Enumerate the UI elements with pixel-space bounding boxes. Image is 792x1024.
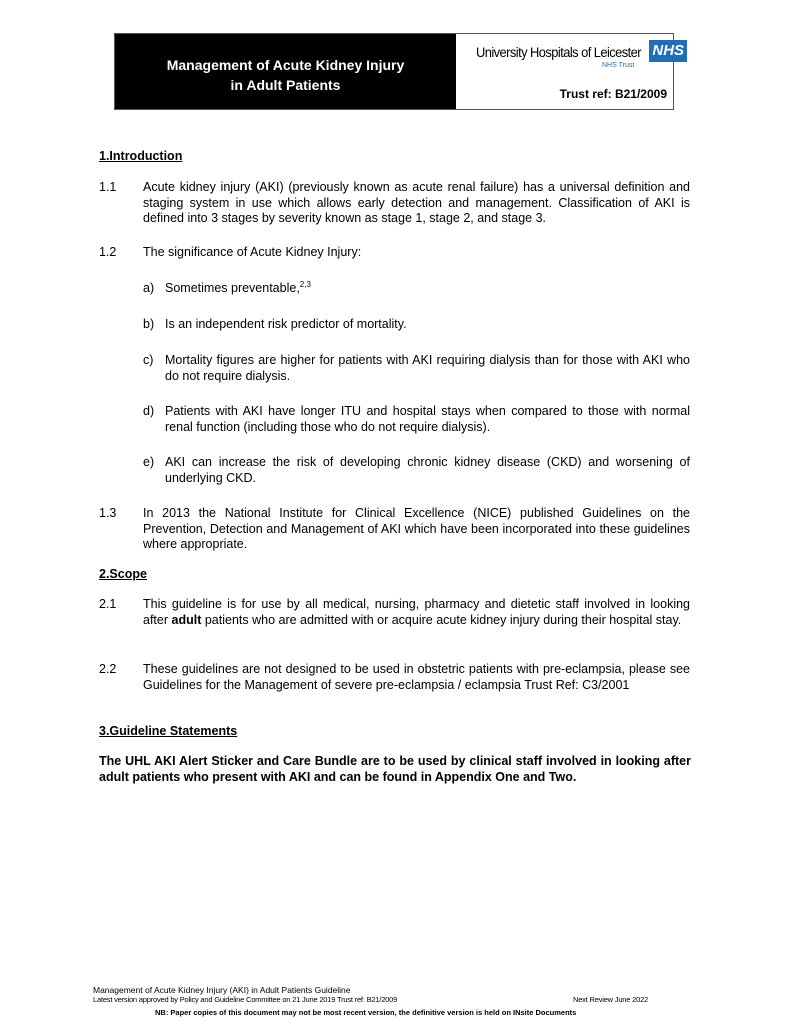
list-text: Mortality figures are higher for patients with AKI requiring dialysis than for those with AKI who do not require dialysis. (165, 353, 690, 383)
org-name: University Hospitals of Leicester (476, 44, 642, 60)
paragraph-2-2 (99, 662, 691, 710)
document-title (115, 34, 456, 109)
footer-next-review: Next Review June 2022 (573, 995, 649, 1004)
list-item-e (143, 455, 691, 487)
list-item-a (143, 281, 691, 297)
document-header (114, 33, 685, 110)
paragraph-1-3 (99, 506, 691, 554)
paragraph-text: These guidelines are not designed to be used in obstetric patients with pre-eclampsia, please see Guidelines for the Management of severe pre-eclampsia / eclampsia Trust Ref: C3/2001 (143, 662, 690, 692)
title-line-1: Management of Acute Kidney Injury (166, 56, 405, 73)
paragraph-number: 1.1 (99, 180, 117, 194)
footer-approval-row (93, 995, 693, 1005)
org-panel (456, 34, 685, 109)
list-text: Is an independent risk predictor of mortality. (165, 317, 407, 331)
org-logo (476, 40, 687, 62)
citation-sup: 2,3 (299, 279, 311, 289)
paragraph-number: 1.3 (99, 506, 117, 520)
list-label: e) (143, 455, 155, 469)
list-item-d (143, 404, 691, 436)
paragraph-number: 2.1 (99, 597, 117, 611)
list-label: a) (143, 281, 155, 295)
nhs-trust-label: NHS Trust (602, 62, 635, 69)
list-text-main: Sometimes preventable, (165, 281, 300, 295)
footer-approval: Latest version approved by Policy and Guideline Committee on 21 June 2019 Trust ref: B21/2009 (93, 995, 398, 1004)
section-3-heading: 3.Guideline Statements (99, 724, 238, 738)
guideline-statement: The UHL AKI Alert Sticker and Care Bundle are to be used by clinical staff involved in looking after adult patients who present with AKI and can be found in Appendix One and Two. (99, 754, 691, 784)
list-text: Patients with AKI have longer ITU and hospital stays when compared to those with normal renal function (including those who do not require dialysis). (165, 404, 690, 434)
paragraph-2-1 (99, 597, 691, 645)
list-item-c (143, 353, 691, 385)
nhs-logo-icon: NHS (649, 40, 687, 62)
paragraph-text: In 2013 the National Institute for Clinical Excellence (NICE) published Guidelines on the Prevention, Detection and Management of AKI which have been incorporated into these guidelines where appropriate. (143, 506, 690, 551)
footer-nb: NB: Paper copies of this document may not be most recent version, the definitive version is held on INsite Documents (155, 1008, 577, 1017)
list-label: c) (143, 353, 154, 367)
document-footer (93, 985, 693, 1017)
paragraph-number: 2.2 (99, 662, 117, 676)
paragraph-number: 1.2 (99, 245, 117, 259)
list-label: d) (143, 404, 155, 418)
list-label: b) (143, 317, 155, 331)
list-text (165, 281, 690, 297)
paragraph-1-2 (99, 245, 691, 261)
section-1-heading: 1.Introduction (99, 149, 183, 163)
paragraph-text: Acute kidney injury (AKI) (previously known as acute renal failure) has a universal definition and staging system in use which allows early detection and management. Classification of AKI is defined into 3 stages by severity known as stage 1, stage 2, and stage 3. (143, 180, 690, 225)
section-2-heading: 2.Scope (99, 567, 147, 581)
footer-title: Management of Acute Kidney Injury (AKI) in Adult Patients Guideline (93, 985, 351, 995)
paragraph-text (143, 597, 690, 628)
paragraph-text-a: This guideline is for use by all medical, nursing, pharmacy and dietetic staff involved in looking after (143, 597, 690, 627)
paragraph-1-1 (99, 180, 691, 228)
paragraph-text-b: patients who are admitted with or acquire acute kidney injury during their hospital stay. (201, 612, 682, 627)
title-line-2: in Adult Patients (230, 76, 341, 93)
trust-ref: Trust ref: B21/2009 (559, 87, 667, 101)
list-item-b (143, 317, 691, 333)
paragraph-text: The significance of Acute Kidney Injury: (143, 245, 362, 259)
list-text: AKI can increase the risk of developing chronic kidney disease (CKD) and worsening of underlying CKD. (165, 455, 690, 485)
emphasis-adult: adult (171, 612, 202, 627)
